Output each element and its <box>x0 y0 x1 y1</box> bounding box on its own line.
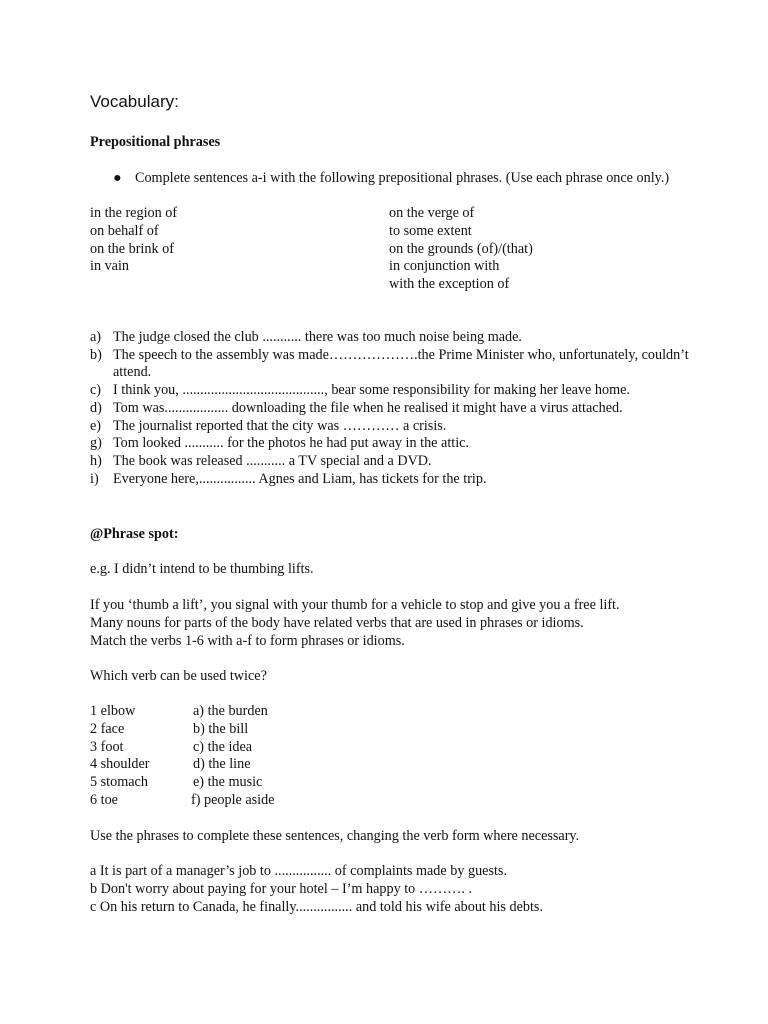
sentence-label: h) <box>90 452 102 469</box>
phrase-item: to some extent <box>389 222 472 239</box>
sentence-text: The speech to the assembly was made……………….the Prime Minister who, unfortunately, couldn’t attend. <box>113 346 689 381</box>
sentence-text: Tom looked ........... for the photos he had put away in the attic. <box>113 435 469 452</box>
section-title-prepositional-phrases: Prepositional phrases <box>90 134 221 150</box>
sentence-item <box>90 435 690 453</box>
verb-item: 5 stomach <box>90 774 148 791</box>
question-text: Which verb can be used twice? <box>90 668 267 684</box>
sentence-text: The journalist reported that the city was ………… a crisis. <box>113 417 447 434</box>
final-sentences <box>90 863 690 916</box>
instruction-text: Complete sentences a-i with the following prepositional phrases. (Use each phrase once only.) <box>135 170 670 186</box>
instruction-bullet <box>113 170 683 187</box>
phrase-item: in vain <box>90 258 130 275</box>
matching-row <box>90 721 390 739</box>
verb-item: 2 face <box>90 720 125 737</box>
sentence-label: d) <box>90 399 102 416</box>
exercise-sentences <box>90 329 690 488</box>
sentence-text: Everyone here,................ Agnes and Liam, has tickets for the trip. <box>113 470 487 487</box>
noun-item: b) the bill <box>193 720 249 737</box>
phrase-item: in conjunction with <box>389 258 500 275</box>
sentence-item <box>90 329 690 347</box>
sentence-label: a) <box>90 329 102 345</box>
sentence-label: i) <box>90 470 99 487</box>
phrase-column-left <box>90 205 177 276</box>
sentence-label: c) <box>90 382 102 399</box>
verb-item: 4 shoulder <box>90 756 150 773</box>
noun-item: f) people aside <box>191 791 275 808</box>
bullet-icon: ● <box>113 170 122 186</box>
noun-item: d) the line <box>193 756 251 773</box>
sentence-item <box>90 471 690 489</box>
sentence-item <box>90 382 690 400</box>
noun-item: a) the burden <box>193 703 268 719</box>
example-sentence: e.g. I didn’t intend to be thumbing lifts. <box>90 561 314 577</box>
matching-list <box>90 703 390 810</box>
sentence-text: I think you, ........................................, bear some responsibility for making her leave home. <box>113 382 630 399</box>
final-sentence: a It is part of a manager’s job to ................ of complaints made by guests. <box>90 863 508 879</box>
sentence-label: e) <box>90 417 102 434</box>
sentence-text: The judge closed the club ........... there was too much noise being made. <box>113 329 522 345</box>
sentence-label: b) <box>90 346 102 363</box>
use-instruction: Use the phrases to complete these sentences, changing the verb form where necessary. <box>90 828 580 844</box>
phrase-item: in the region of <box>90 205 178 221</box>
phrase-item: with the exception of <box>389 276 510 293</box>
section-title-phrase-spot: @Phrase spot: <box>90 526 179 542</box>
final-sentence: b Don't worry about paying for your hotel – I’m happy to ………. . <box>90 880 473 897</box>
final-sentence: c On his return to Canada, he finally................ and told his wife about his debts. <box>90 898 543 915</box>
matching-row <box>90 774 390 792</box>
verb-item: 3 foot <box>90 738 124 755</box>
phrase-item: on the grounds (of)/(that) <box>389 240 533 257</box>
verb-item: 1 elbow <box>90 703 136 719</box>
sentence-text: Tom was.................. downloading the file when he realised it might have a virus attached. <box>113 399 623 416</box>
noun-item: e) the music <box>193 774 263 791</box>
verb-item: 6 toe <box>90 791 118 808</box>
sentence-item <box>90 347 690 382</box>
matching-row <box>90 756 390 774</box>
matching-row <box>90 703 390 721</box>
sentence-text: The book was released ........... a TV special and a DVD. <box>113 452 432 469</box>
phrase-item: on the verge of <box>389 205 475 221</box>
explanation-paragraph <box>90 597 690 650</box>
explanation-line: Match the verbs 1-6 with a-f to form phrases or idioms. <box>90 632 405 649</box>
explanation-line: Many nouns for parts of the body have related verbs that are used in phrases or idioms. <box>90 614 584 631</box>
sentence-item <box>90 453 690 471</box>
matching-row <box>90 792 390 810</box>
page-title: Vocabulary: <box>90 92 179 111</box>
sentence-item <box>90 418 690 436</box>
phrase-item: on the brink of <box>90 240 174 257</box>
sentence-label: g) <box>90 435 102 452</box>
phrase-item: on behalf of <box>90 222 159 239</box>
sentence-item <box>90 400 690 418</box>
noun-item: c) the idea <box>193 738 253 755</box>
explanation-line: If you ‘thumb a lift’, you signal with your thumb for a vehicle to stop and give you a free lift. <box>90 597 620 613</box>
phrase-column-right <box>389 205 533 294</box>
matching-row <box>90 739 390 757</box>
